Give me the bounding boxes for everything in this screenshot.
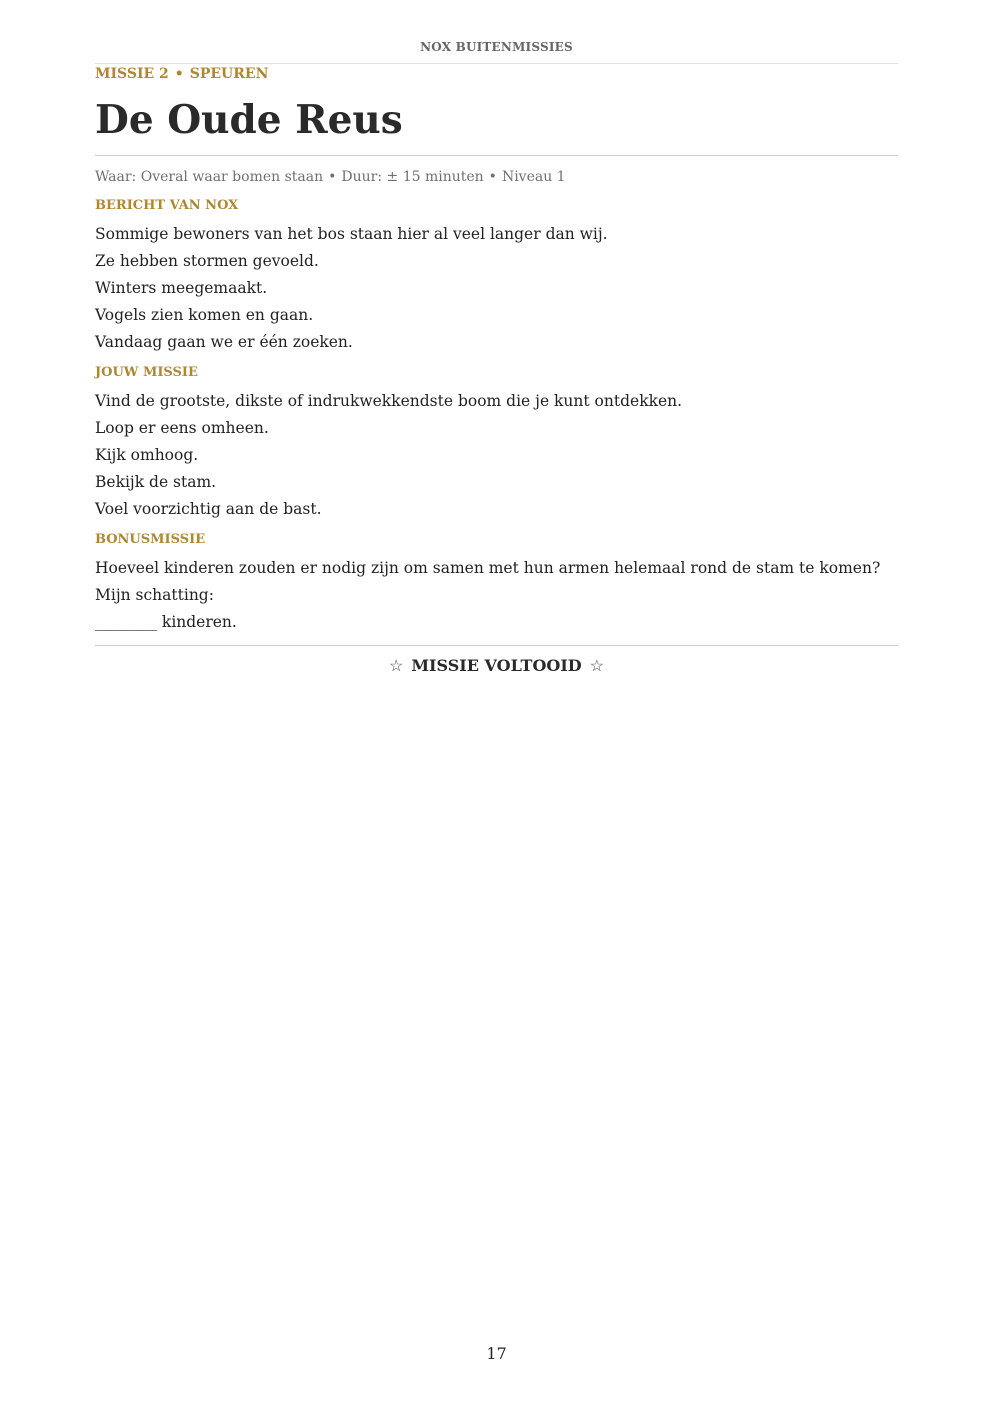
header-divider (95, 63, 898, 64)
title-divider (95, 155, 898, 156)
task-line: Loop er eens omheen. (95, 419, 269, 437)
info-separator: • (488, 169, 497, 185)
bonus-estimate-blank: ________ kinderen. (95, 613, 237, 631)
bonus-heading: BONUSMISSIE (95, 532, 206, 547)
info-separator: • (328, 169, 337, 185)
page-number: 17 (486, 1344, 507, 1363)
message-heading: BERICHT VAN NOX (95, 198, 239, 213)
info-level: Niveau 1 (501, 169, 566, 185)
task-line: Bekijk de stam. (95, 473, 217, 491)
star-icon: ☆ (589, 656, 605, 675)
bonus-estimate-label: Mijn schatting: (95, 586, 214, 604)
message-line: Vogels zien komen en gaan. (95, 306, 314, 324)
mission-number: MISSIE 2 (95, 66, 169, 82)
mission-separator: • (174, 66, 184, 82)
info-location: Waar: Overal waar bomen staan (95, 169, 324, 185)
task-line: Kijk omhoog. (95, 446, 199, 464)
message-line: Sommige bewoners van het bos staan hier al veel langer dan wij. (95, 225, 608, 243)
mission-complete (95, 655, 898, 677)
bonus-question: Hoeveel kinderen zouden er nodig zijn om samen met hun armen helemaal rond de stam te komen? (95, 559, 881, 577)
task-line: Voel voorzichtig aan de bast. (95, 500, 322, 518)
star-icon: ☆ (388, 656, 404, 675)
task-heading: JOUW MISSIE (95, 365, 198, 380)
completion-divider (95, 645, 898, 646)
message-line: Vandaag gaan we er één zoeken. (95, 333, 353, 351)
task-line: Vind de grootste, dikste of indrukwekkendste boom die je kunt ontdekken. (95, 392, 683, 410)
page-title: De Oude Reus (95, 97, 403, 143)
mission-category: SPEUREN (189, 66, 269, 82)
info-duration: Duur: ± 15 minuten (341, 169, 484, 185)
mission-info (95, 168, 566, 186)
running-header: NOX BUITENMISSIES (420, 40, 573, 54)
mission-label (95, 65, 268, 83)
message-line: Ze hebben stormen gevoeld. (95, 252, 319, 270)
completion-label: MISSIE VOLTOOID (411, 656, 582, 675)
message-line: Winters meegemaakt. (95, 279, 268, 297)
